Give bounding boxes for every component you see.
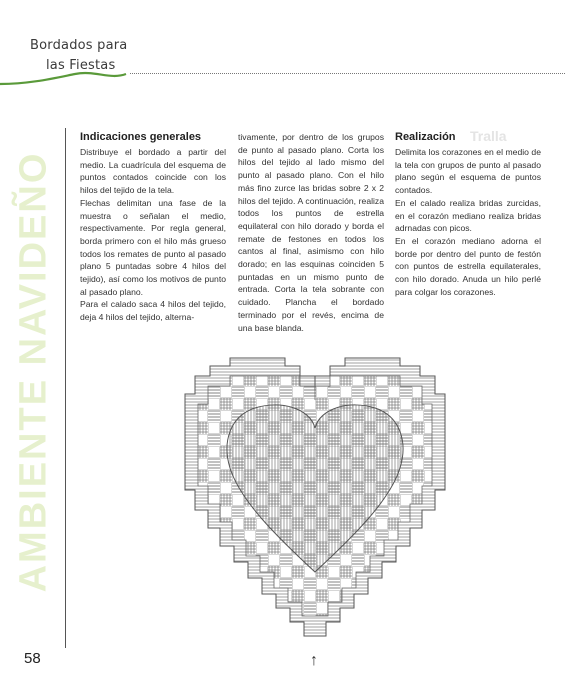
page-number: 58: [24, 650, 41, 667]
header-title-line2: las Fiestas: [46, 58, 116, 73]
side-section-title: [14, 132, 54, 612]
paragraph: Flechas delimitan una fase de la muestra o señalan el medio, respectivamente. Por regla general, borda primero con el hilo más grueso todos los remates de punto al pasado plano 5 puntadas sobre 4 hilos del tejido), así como los motivos de punto al pasado plano.: [80, 197, 226, 297]
paragraph: tivamente, por dentro de los grupos de punto al pasado plano. Corta los hilos del tejido al lado mismo del punto al pasado plano. Con el hilo más fino zurce las bridas sobre 2 x 2 hilos del tejido. A continuación, realiza todos los puntos de estrella equilateral con hilo dorado y borda el remate de festones en todos los cantos al final, asimismo con hilo dorado; en las esquinas coinciden 5 puntadas en un mismo punto de entrada. Corta la tela sobrante con cuidado. Plancha el bordado terminado por el revés, encima de una base blanda.: [238, 132, 384, 333]
ghost-text: Tralla: [470, 128, 507, 144]
center-arrow: ↑: [310, 652, 318, 669]
paragraph: Delimita los corazones en el medio de la tela con grupos de punto al pasado plano según el esquema de puntos contados.: [395, 147, 541, 196]
heading-indicaciones: Indicaciones generales: [80, 131, 202, 143]
paragraph: En el calado realiza bridas zurcidas, en el corazón mediano realiza bridas adrnadas con picos.: [395, 197, 541, 234]
column-3: [395, 131, 541, 298]
side-divider: [65, 128, 66, 648]
paragraph: Distribuye el bordado a partir del medio. La cuadrícula del esquema de puntos contados coincide con los hilos del tejido de la tela.: [80, 147, 226, 196]
paragraph: En el corazón mediano adorna el borde por dentro del punto de festón con puntos de estrella equilaterales, con hilo dorado. Anuda un hilo perlé para colgar los corazones.: [395, 235, 541, 297]
heart-embroidery-pattern-diagram: [160, 350, 470, 650]
header-title-line1: Bordados para: [30, 38, 128, 53]
heading-realizacion: Realización: [395, 131, 456, 143]
header-dotted-rule: [130, 73, 565, 74]
paragraph: Para el calado saca 4 hilos del tejido, deja 4 hilos del tejido, alterna-: [80, 299, 226, 323]
column-1: [80, 131, 226, 324]
side-section-title-text: AMBIENTE NAVIDEÑO: [12, 151, 55, 593]
page-header: [0, 0, 579, 95]
column-2: [238, 131, 384, 334]
